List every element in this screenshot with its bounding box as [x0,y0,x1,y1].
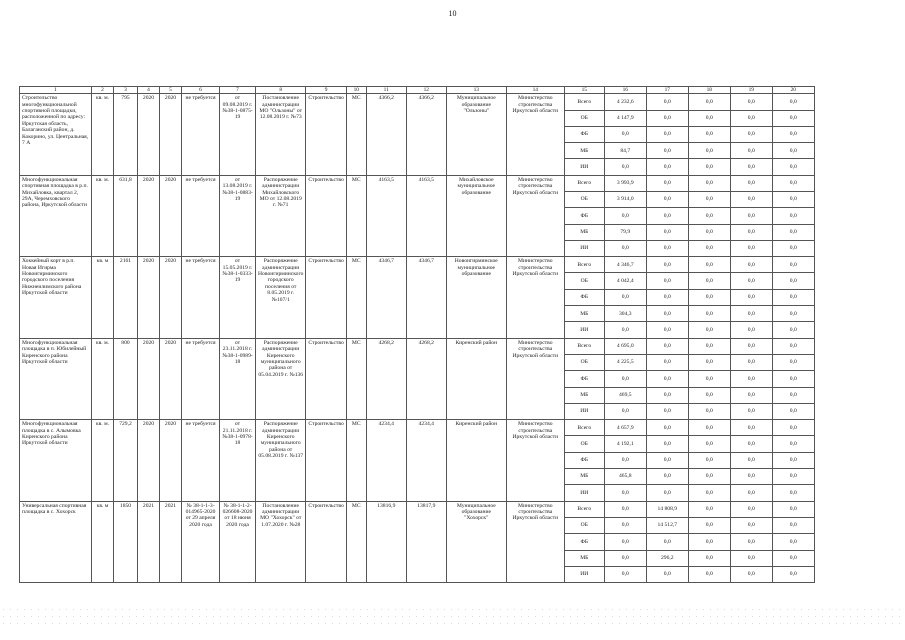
funding-value: 0,0 [688,306,730,322]
funding-value: 0,0 [772,143,814,159]
funding-source-label: МБ [564,550,604,566]
funding-value: 0,0 [730,501,772,517]
funding-value: 0,0 [730,436,772,452]
funding-value: 0,0 [688,387,730,403]
funding-value: 0,0 [730,534,772,550]
administrator-cell: Министерство строительства Иркутской области [506,420,564,501]
permit-cell: от 23.11.2018 г. №38-1-0989-18 [220,338,256,419]
column-number-17: 17 [646,87,688,94]
funding-value: 0,0 [688,338,730,354]
funding-value: 0,0 [772,273,814,289]
funding-value: 0,0 [772,240,814,256]
funding-value: 0,0 [688,420,730,436]
funding-value: 0,0 [772,175,814,191]
ownership-cell: МС [346,257,366,338]
funding-value: 304,3 [604,306,646,322]
start-year-cell: 2020 [138,257,160,338]
funding-source-label: ФБ [564,534,604,550]
funding-source-label: ФБ [564,371,604,387]
funding-value: 0,0 [688,501,730,517]
funding-value: 0,0 [646,306,688,322]
funding-value: 0,0 [730,485,772,501]
funding-value: 84,7 [604,143,646,159]
funding-value: 0,0 [688,452,730,468]
funding-value: 0,0 [688,371,730,387]
funding-value: 0,0 [646,566,688,582]
funding-value: 0,0 [772,159,814,175]
unit-cell: кв. м. [92,175,114,256]
funding-source-label: ИИ [564,485,604,501]
administrator-cell: Министерство строительства Иркутской области [506,338,564,419]
funding-value: 0,0 [772,469,814,485]
funding-value: 0,0 [688,159,730,175]
decision-cell: Постановление администрации МО "Ользоны" от 12.08.2019 г. №73 [256,94,306,175]
funding-value: 0,0 [772,322,814,338]
funding-source-label: ОБ [564,273,604,289]
funding-value: 0,0 [604,126,646,142]
funding-value: 0,0 [688,240,730,256]
table-row [20,420,815,436]
funding-value: 3 993,9 [604,175,646,191]
end-year-cell: 2021 [160,501,182,582]
object-name: Многофункциональная площадка в п. Юбилейный Киренского района Иркутской области [20,338,92,419]
ownership-cell: МС [346,94,366,175]
ownership-cell: МС [346,175,366,256]
funding-value: 14 808,9 [646,501,688,517]
funding-value: 3 914,0 [604,191,646,207]
funding-value: 0,0 [688,110,730,126]
remaining-cost-cell: 4346,7 [406,257,446,338]
expertise-cell: не требуется [182,175,220,256]
column-number-13: 13 [446,87,506,94]
funding-value: 0,0 [772,371,814,387]
funding-source-label: Всего [564,338,604,354]
decision-cell: Постановление администрации МО "Хохорск" от 1.07.2020 г. №28 [256,501,306,582]
cost-cell: 4234,4 [366,420,406,501]
funding-value: 0,0 [688,143,730,159]
capacity-cell: 729,2 [114,420,138,501]
funding-source-label: ИИ [564,240,604,256]
funding-value: 0,0 [688,550,730,566]
decision-cell: Распоряжение администрации Киренского муниципального района от 05.04.2019 г. №136 [256,338,306,419]
funding-value: 0,0 [646,175,688,191]
funding-value: 0,0 [604,289,646,305]
funding-value: 0,0 [646,452,688,468]
funding-value: 0,0 [730,240,772,256]
funding-source-label: ОБ [564,191,604,207]
funding-value: 0,0 [772,485,814,501]
funding-value: 0,0 [688,534,730,550]
funding-value: 0,0 [730,338,772,354]
funding-value: 0,0 [604,566,646,582]
funding-source-label: ИИ [564,566,604,582]
funding-value: 0,0 [646,240,688,256]
work-type-cell: Строительство [306,338,346,419]
customer-cell: Михайловское муниципальное образование [446,175,506,256]
funding-value: 0,0 [688,191,730,207]
funding-value: 0,0 [646,191,688,207]
funding-value: 469,5 [604,387,646,403]
ownership-cell: МС [346,420,366,501]
funding-value: 0,0 [772,436,814,452]
funding-value: 0,0 [688,517,730,533]
funding-value: 0,0 [772,403,814,419]
cost-cell: 4366,2 [366,94,406,175]
remaining-cost-cell: 4366,2 [406,94,446,175]
funding-value: 0,0 [730,403,772,419]
funding-value: 0,0 [646,94,688,110]
customer-cell: Муниципальное образование "Ользоны" [446,94,506,175]
funding-value: 0,0 [688,436,730,452]
work-type-cell: Строительство [306,94,346,175]
administrator-cell: Министерство строительства Иркутской области [506,175,564,256]
funding-value: 0,0 [646,289,688,305]
table-row [20,338,815,354]
funding-value: 0,0 [646,224,688,240]
funding-value: 0,0 [730,517,772,533]
start-year-cell: 2020 [138,94,160,175]
funding-value: 0,0 [646,371,688,387]
ownership-cell: МС [346,338,366,419]
funding-value: 4 695,0 [604,338,646,354]
funding-value: 0,0 [688,469,730,485]
funding-value: 4 192,1 [604,436,646,452]
funding-source-label: ФБ [564,126,604,142]
column-number-row [20,87,815,94]
page-number: 10 [448,9,457,18]
funding-value: 0,0 [730,143,772,159]
funding-value: 0,0 [772,420,814,436]
customer-cell: Киренский район [446,338,506,419]
remaining-cost-cell: 4268,2 [406,338,446,419]
funding-value: 0,0 [646,387,688,403]
funding-value: 0,0 [772,191,814,207]
column-number-1: 1 [20,87,92,94]
funding-value: 0,0 [646,436,688,452]
column-number-11: 11 [366,87,406,94]
funding-value: 0,0 [772,257,814,273]
start-year-cell: 2021 [138,501,160,582]
funding-value: 0,0 [688,94,730,110]
funding-value: 0,0 [730,306,772,322]
funding-value: 4 147,9 [604,110,646,126]
funding-value: 0,0 [730,191,772,207]
funding-value: 0,0 [772,306,814,322]
funding-value: 0,0 [688,175,730,191]
funding-value: 0,0 [688,354,730,370]
capacity-cell: 2161 [114,257,138,338]
administrator-cell: Министерство строительства Иркутской области [506,501,564,582]
expertise-cell: не требуется [182,338,220,419]
funding-value: 0,0 [646,273,688,289]
funding-source-label: Всего [564,257,604,273]
funding-value: 0,0 [772,550,814,566]
column-number-5: 5 [160,87,182,94]
funding-value: 0,0 [646,110,688,126]
funding-value: 0,0 [730,289,772,305]
cost-cell: 13816,9 [366,501,406,582]
capacity-cell: 795 [114,94,138,175]
column-number-14: 14 [506,87,564,94]
funding-value: 0,0 [646,159,688,175]
funding-value: 0,0 [730,550,772,566]
funding-value: 0,0 [730,469,772,485]
capacity-cell: 800 [114,338,138,419]
funding-source-label: Всего [564,94,604,110]
column-number-19: 19 [730,87,772,94]
funding-value: 0,0 [646,257,688,273]
funding-value: 0,0 [730,420,772,436]
end-year-cell: 2020 [160,257,182,338]
funding-value: 0,0 [688,322,730,338]
funding-value: 79,9 [604,224,646,240]
funding-value: 0,0 [604,485,646,501]
column-number-2: 2 [92,87,114,94]
remaining-cost-cell: 4234,4 [406,420,446,501]
funding-source-label: ОБ [564,517,604,533]
administrator-cell: Министерство строительства Иркутской области [506,257,564,338]
column-number-8: 8 [256,87,306,94]
capacity-cell: 1850 [114,501,138,582]
expertise-cell: № 38-1-1-3-014965-2020 от 29 апреля 2020 года [182,501,220,582]
funding-value: 0,0 [730,126,772,142]
end-year-cell: 2020 [160,175,182,256]
funding-source-label: ИИ [564,403,604,419]
column-number-16: 16 [604,87,646,94]
funding-value: 0,0 [772,354,814,370]
investment-table [19,86,815,583]
funding-value: 0,0 [772,501,814,517]
funding-value: 4 657,9 [604,420,646,436]
expertise-cell: не требуется [182,94,220,175]
object-name: Универсальная спортивная площадка в с. Хохорск [20,501,92,582]
funding-value: 0,0 [772,224,814,240]
funding-value: 0,0 [646,534,688,550]
funding-value: 0,0 [730,354,772,370]
decision-cell: Распоряжение администрации Киренского муниципального района от 05.08.2019 г. №137 [256,420,306,501]
funding-source-label: МБ [564,306,604,322]
object-name: Многофункциональная площадка в с. Алымовка Киренского района Иркутской области [20,420,92,501]
decision-cell: Распоряжение администрации Новоигирминского городского поселения от 8.05.2019 г. №107/1 [256,257,306,338]
funding-value: 0,0 [688,289,730,305]
column-number-9: 9 [306,87,346,94]
funding-source-label: ОБ [564,436,604,452]
funding-value: 0,0 [688,224,730,240]
cost-cell: 4163,5 [366,175,406,256]
funding-value: 0,0 [604,371,646,387]
funding-source-label: ИИ [564,322,604,338]
end-year-cell: 2020 [160,338,182,419]
funding-value: 14 512,7 [646,517,688,533]
funding-value: 0,0 [772,110,814,126]
table-row [20,257,815,273]
funding-source-label: МБ [564,224,604,240]
scan-noise [0,606,905,626]
permit-cell: от 13.08.2019 г. №38-1-0883-19 [220,175,256,256]
funding-value: 0,0 [772,534,814,550]
funding-value: 0,0 [772,452,814,468]
administrator-cell: Министерство строительства Иркутской области [506,94,564,175]
expertise-cell: не требуется [182,257,220,338]
work-type-cell: Строительство [306,257,346,338]
funding-value: 0,0 [730,175,772,191]
funding-value: 0,0 [604,240,646,256]
funding-source-label: Всего [564,175,604,191]
funding-value: 4 232,6 [604,94,646,110]
funding-value: 0,0 [730,94,772,110]
unit-cell: кв. м. [92,420,114,501]
permit-cell: от 21.11.2018 г. №38-1-0978-18 [220,420,256,501]
funding-value: 0,0 [646,469,688,485]
object-name: Строительство многофункциональной спортивной площадки, расположенной по адресу: Иркутская область, Балаганский район, д. Кокорино, ул. Центральная, 7 А [20,94,92,175]
funding-value: 465,8 [604,469,646,485]
column-number-12: 12 [406,87,446,94]
permit-cell: № 38-1-1-2-026608-2020 от 18 июня 2020 года [220,501,256,582]
unit-cell: кв. м. [92,338,114,419]
funding-source-label: ОБ [564,110,604,126]
ownership-cell: МС [346,501,366,582]
table-row [20,501,815,517]
funding-source-label: ФБ [564,208,604,224]
end-year-cell: 2020 [160,420,182,501]
funding-value: 0,0 [646,322,688,338]
funding-source-label: МБ [564,469,604,485]
funding-value: 0,0 [772,517,814,533]
column-number-3: 3 [114,87,138,94]
funding-source-label: ФБ [564,452,604,468]
funding-value: 0,0 [604,501,646,517]
funding-value: 0,0 [730,208,772,224]
column-number-6: 6 [182,87,220,94]
funding-value: 0,0 [646,420,688,436]
funding-value: 0,0 [688,566,730,582]
unit-cell: кв. м [92,257,114,338]
funding-value: 4 225,5 [604,354,646,370]
funding-value: 0,0 [688,403,730,419]
funding-value: 0,0 [730,371,772,387]
funding-value: 0,0 [646,354,688,370]
funding-value: 0,0 [730,159,772,175]
work-type-cell: Строительство [306,420,346,501]
cost-cell: 4346,7 [366,257,406,338]
funding-value: 0,0 [604,208,646,224]
end-year-cell: 2020 [160,94,182,175]
funding-value: 0,0 [772,289,814,305]
funding-value: 0,0 [772,338,814,354]
funding-source-label: ИИ [564,159,604,175]
funding-value: 0,0 [646,403,688,419]
funding-value: 0,0 [604,534,646,550]
funding-value: 0,0 [688,126,730,142]
funding-value: 4 042,4 [604,273,646,289]
decision-cell: Распоряжение администрации Михайловского МО от 12.08.2019 г. №71 [256,175,306,256]
column-number-4: 4 [138,87,160,94]
funding-value: 0,0 [688,257,730,273]
start-year-cell: 2020 [138,175,160,256]
funding-value: 0,0 [730,566,772,582]
object-name: Хоккейный корт в р.п. Новая Игирма Новоигирминского городского поселения Нижнеилимского района Иркутской области [20,257,92,338]
column-number-15: 15 [564,87,604,94]
customer-cell: Муниципальное образование "Хохорск" [446,501,506,582]
funding-value: 0,0 [604,159,646,175]
funding-source-label: Всего [564,420,604,436]
funding-value: 0,0 [646,143,688,159]
permit-cell: от 15.05.2019 г. №38-1-0333-19 [220,257,256,338]
table-row [20,175,815,191]
funding-source-label: ФБ [564,289,604,305]
funding-value: 0,0 [646,338,688,354]
work-type-cell: Строительство [306,175,346,256]
permit-cell: от 09.08.2019 г. №38-1-0875-19 [220,94,256,175]
unit-cell: кв. м [92,501,114,582]
funding-value: 0,0 [730,273,772,289]
funding-value: 0,0 [772,387,814,403]
capacity-cell: 631,8 [114,175,138,256]
funding-value: 0,0 [772,566,814,582]
funding-value: 0,0 [688,485,730,501]
work-type-cell: Строительство [306,501,346,582]
funding-value: 0,0 [604,403,646,419]
customer-cell: Киренский район [446,420,506,501]
funding-value: 0,0 [688,273,730,289]
funding-value: 0,0 [688,208,730,224]
funding-value: 0,0 [646,485,688,501]
funding-value: 0,0 [730,110,772,126]
funding-value: 0,0 [772,94,814,110]
start-year-cell: 2020 [138,420,160,501]
funding-source-label: ОБ [564,354,604,370]
column-number-7: 7 [220,87,256,94]
funding-value: 0,0 [604,517,646,533]
funding-value: 0,0 [730,224,772,240]
funding-source-label: Всего [564,501,604,517]
customer-cell: Новоигирминское муниципальное образование [446,257,506,338]
remaining-cost-cell: 4163,5 [406,175,446,256]
funding-value: 0,0 [772,126,814,142]
funding-value: 0,0 [772,208,814,224]
funding-value: 0,0 [646,126,688,142]
start-year-cell: 2020 [138,338,160,419]
table-row [20,94,815,110]
funding-value: 0,0 [730,322,772,338]
funding-value: 0,0 [604,550,646,566]
funding-value: 0,0 [604,452,646,468]
expertise-cell: не требуется [182,420,220,501]
unit-cell: кв. м. [92,94,114,175]
funding-source-label: МБ [564,143,604,159]
cost-cell: 4268,2 [366,338,406,419]
funding-value: 4 346,7 [604,257,646,273]
column-number-18: 18 [688,87,730,94]
funding-source-label: МБ [564,387,604,403]
column-number-20: 20 [772,87,814,94]
remaining-cost-cell: 13817,9 [406,501,446,582]
funding-value: 0,0 [730,257,772,273]
object-name: Многофункциональная спортивная площадка в р.п. Михайловка, квартал 2, 29А, Черемховского района, Иркутской области [20,175,92,256]
funding-value: 0,0 [730,452,772,468]
column-number-10: 10 [346,87,366,94]
funding-value: 0,0 [646,208,688,224]
funding-value: 0,0 [730,387,772,403]
funding-value: 0,0 [604,322,646,338]
funding-value: 296,2 [646,550,688,566]
